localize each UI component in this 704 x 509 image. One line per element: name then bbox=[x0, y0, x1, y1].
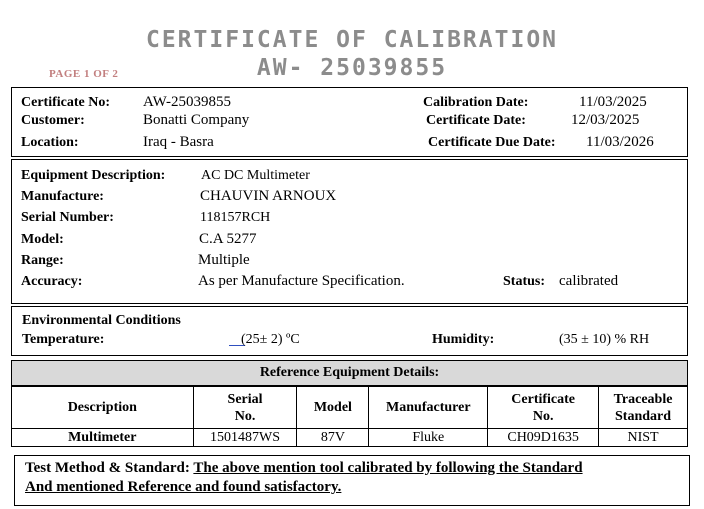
test-method-text-line2: And mentioned Reference and found satisfactory. bbox=[25, 479, 342, 495]
serial-number-label: Serial Number: bbox=[21, 210, 114, 225]
col-serial-line1: Serial bbox=[227, 391, 263, 407]
manufacture-label: Manufacture: bbox=[21, 189, 104, 204]
page-label: PAGE 1 OF 2 bbox=[49, 68, 119, 80]
reference-table-header-row bbox=[12, 387, 688, 429]
accuracy-label: Accuracy: bbox=[21, 274, 83, 289]
location-label: Location: bbox=[21, 135, 79, 150]
col-description: Description bbox=[12, 387, 194, 429]
accuracy-value: As per Manufacture Specification. bbox=[198, 273, 405, 289]
manufacture-value: CHAUVIN ARNOUX bbox=[200, 188, 337, 204]
humidity-label: Humidity: bbox=[432, 332, 495, 347]
calibration-date-value: 11/03/2025 bbox=[579, 94, 647, 110]
customer-value: Bonatti Company bbox=[143, 112, 250, 128]
status-value: calibrated bbox=[559, 273, 619, 289]
model-value: C.A 5277 bbox=[199, 231, 257, 247]
test-method-text-line1: The above mention tool calibrated by following the Standard bbox=[193, 460, 583, 476]
due-date-value: 11/03/2026 bbox=[586, 134, 654, 150]
row-manufacturer: Fluke bbox=[369, 429, 488, 447]
range-label: Range: bbox=[21, 253, 64, 268]
calibration-date-label: Calibration Date: bbox=[423, 95, 529, 110]
equipment-description-label: Equipment Description: bbox=[21, 168, 166, 183]
range-value: Multiple bbox=[198, 252, 250, 268]
row-model: 87V bbox=[297, 429, 369, 447]
col-traceable-line1: Traceable bbox=[613, 391, 673, 407]
col-model: Model bbox=[297, 387, 369, 429]
certificate-date-label: Certificate Date: bbox=[426, 113, 526, 128]
location-value: Iraq - Basra bbox=[143, 134, 214, 150]
equipment-description-value: AC DC Multimeter bbox=[201, 168, 310, 183]
certificate-code-title: AW- 25039855 bbox=[256, 55, 448, 81]
row-description: Multimeter bbox=[12, 429, 194, 447]
col-certificate-line2: No. bbox=[532, 408, 554, 424]
col-traceable-line2: Standard bbox=[615, 408, 672, 424]
status-label: Status: bbox=[503, 274, 546, 289]
row-certificate: CH09D1635 bbox=[488, 429, 599, 447]
test-method-line1 bbox=[25, 459, 583, 477]
certificate-date-value: 12/03/2025 bbox=[571, 112, 640, 128]
row-serial: 1501487WS bbox=[193, 429, 297, 447]
model-label: Model: bbox=[21, 232, 64, 247]
certificate-title: CERTIFICATE OF CALIBRATION bbox=[145, 27, 559, 53]
temperature-label: Temperature: bbox=[22, 332, 105, 347]
humidity-value: (35 ± 10) % RH bbox=[559, 332, 650, 347]
environment-heading: Environmental Conditions bbox=[22, 313, 181, 328]
table-row bbox=[12, 429, 688, 447]
reference-heading: Reference Equipment Details: bbox=[11, 360, 688, 386]
test-method-label: Test Method & Standard: bbox=[25, 460, 190, 476]
row-traceable: NIST bbox=[599, 429, 688, 447]
certificate-no-value: AW-25039855 bbox=[143, 94, 231, 110]
col-certificate bbox=[488, 387, 599, 429]
col-certificate-line1: Certificate bbox=[511, 391, 576, 407]
certificate-no-label: Certificate No: bbox=[21, 95, 111, 110]
due-date-label: Certificate Due Date: bbox=[428, 135, 556, 150]
temperature-value: (25± 2) ºC bbox=[241, 332, 300, 347]
reference-table bbox=[11, 386, 688, 447]
col-serial bbox=[193, 387, 297, 429]
col-traceable bbox=[599, 387, 688, 429]
serial-number-value: 118157RCH bbox=[200, 210, 271, 225]
customer-label: Customer: bbox=[21, 113, 85, 128]
col-manufacturer: Manufacturer bbox=[369, 387, 488, 429]
col-serial-line2: No. bbox=[234, 408, 256, 424]
